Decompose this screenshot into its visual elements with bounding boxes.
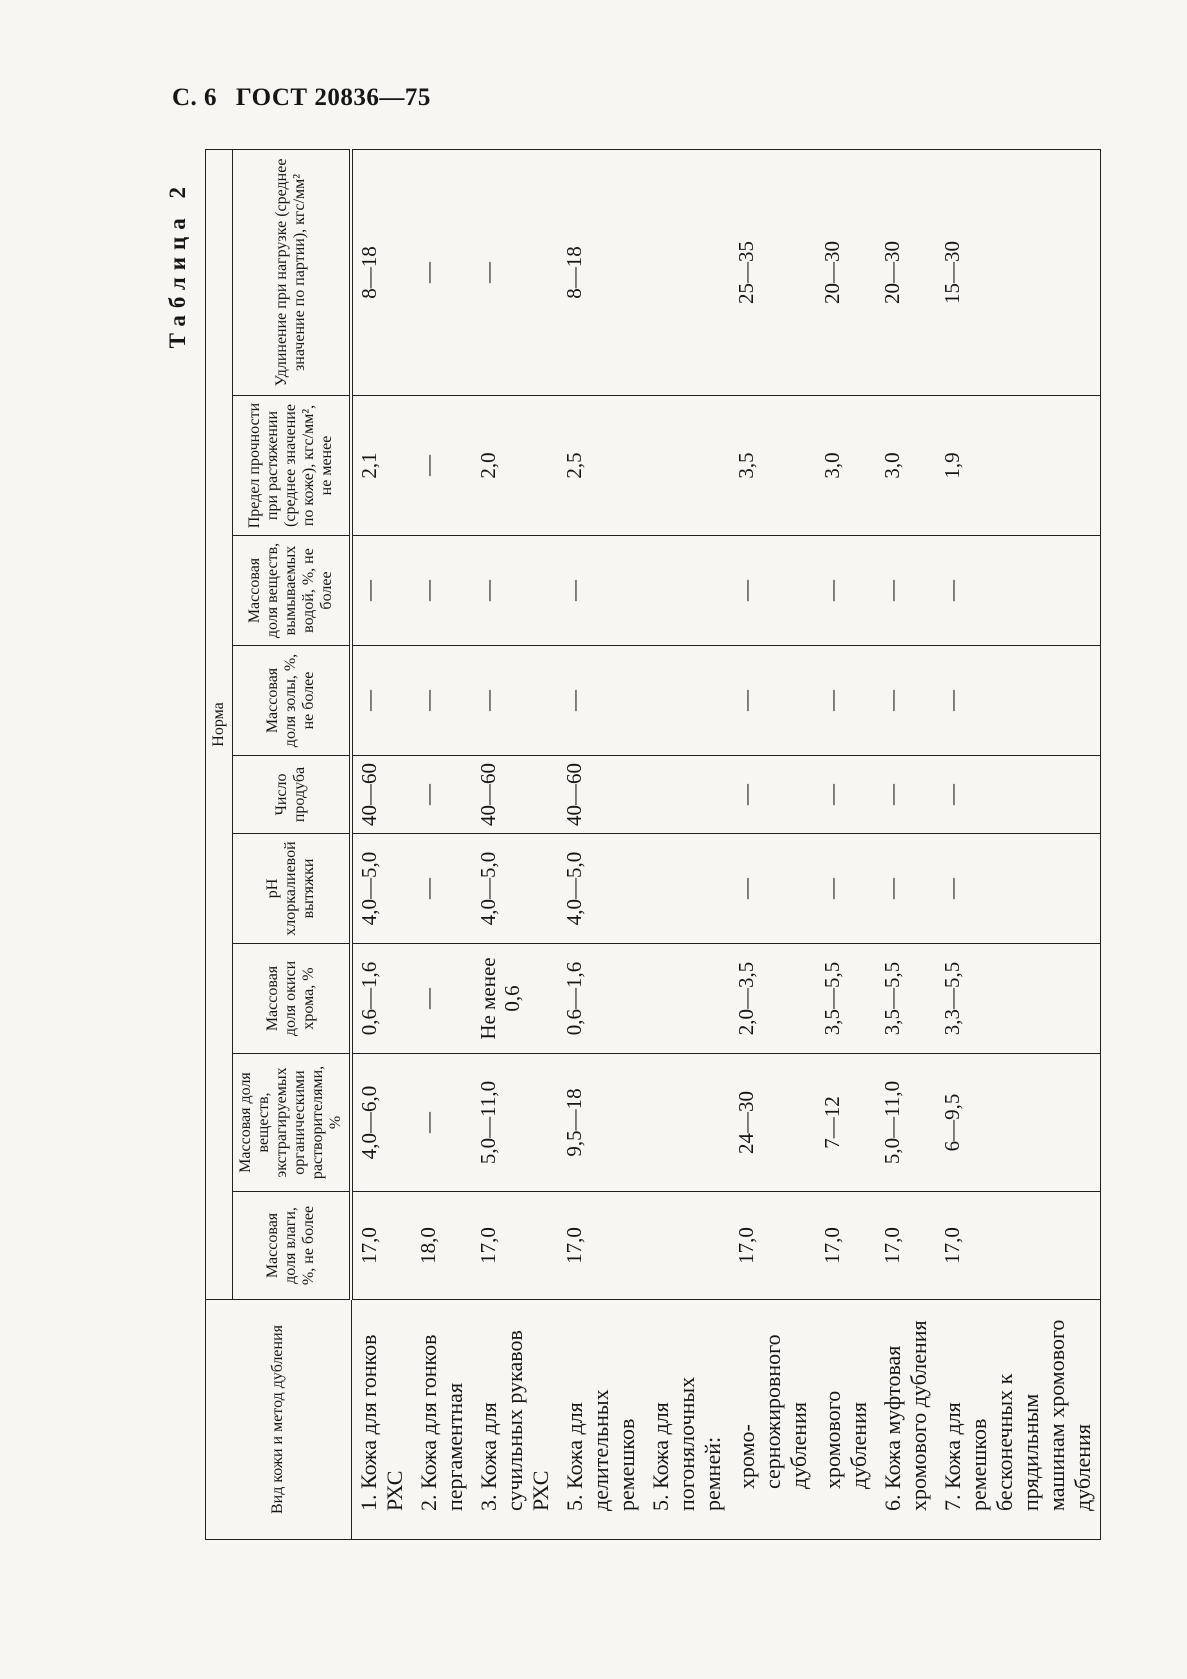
cell-value: [644, 536, 730, 646]
cell-value: 24—30: [730, 1054, 816, 1192]
cell-value: [644, 756, 730, 834]
cell-value: 40—60: [558, 756, 644, 834]
cell-value: —: [412, 1054, 472, 1192]
table-row: [816, 149, 876, 1539]
cell-value: —: [936, 834, 1101, 944]
cell-value: —: [730, 646, 816, 756]
table-row: [351, 149, 412, 1539]
cell-value: 2,0—3,5: [730, 944, 816, 1054]
cell-value: 20—30: [816, 149, 876, 395]
cell-value: —: [730, 834, 816, 944]
cell-value: —: [936, 756, 1101, 834]
cell-value: —: [816, 536, 876, 646]
rotated-table-sheet: [165, 150, 1115, 1540]
page-header: [172, 84, 443, 112]
table-row: [472, 149, 558, 1539]
norms-table: [205, 149, 1101, 1540]
cell-value: 8—18: [558, 149, 644, 395]
cell-value: 18,0: [412, 1192, 472, 1300]
cell-value: 2,5: [558, 396, 644, 536]
table-row: [412, 149, 472, 1539]
cell-value: [644, 149, 730, 395]
cell-value: 2,0: [472, 396, 558, 536]
cell-value: 3,5—5,5: [876, 944, 936, 1054]
table-row: [730, 149, 816, 1539]
col-header-chrome-oxide: Массовая доля окиси хрома, %: [233, 944, 352, 1054]
cell-value: —: [472, 149, 558, 395]
cell-value: [644, 1054, 730, 1192]
cell-value: 40—60: [472, 756, 558, 834]
cell-value: 3,3—5,5: [936, 944, 1101, 1054]
cell-value: 15—30: [936, 149, 1101, 395]
cell-value: [644, 396, 730, 536]
cell-kind: 5. Кожа для делительных ремешков: [558, 1300, 644, 1540]
cell-value: —: [472, 536, 558, 646]
col-header-tensile: Предел прочности при растяжении (среднее значение по коже), кгс/мм², не менее: [233, 396, 352, 536]
col-header-ash: Массовая доля золы, %, не более: [233, 646, 352, 756]
cell-value: —: [876, 834, 936, 944]
cell-value: 1,9: [936, 396, 1101, 536]
cell-value: 8—18: [351, 149, 412, 395]
cell-value: —: [558, 536, 644, 646]
cell-value: 17,0: [472, 1192, 558, 1300]
table-row: [558, 149, 644, 1539]
cell-value: 3,0: [876, 396, 936, 536]
cell-kind: хромового дубления: [816, 1300, 876, 1540]
cell-value: 4,0—6,0: [351, 1054, 412, 1192]
table-row: [644, 149, 730, 1539]
cell-value: 17,0: [351, 1192, 412, 1300]
cell-value: 0,6—1,6: [558, 944, 644, 1054]
cell-value: —: [472, 646, 558, 756]
cell-value: [644, 1192, 730, 1300]
cell-value: 3,5: [730, 396, 816, 536]
cell-value: 7—12: [816, 1054, 876, 1192]
cell-value: 5,0—11,0: [876, 1054, 936, 1192]
col-header-elongation: Удлинение при нагрузке (среднее значение по партии), кгс/мм²: [233, 149, 352, 395]
cell-value: —: [351, 536, 412, 646]
cell-value: 3,0: [816, 396, 876, 536]
cell-kind: 7. Кожа для ремешков бесконечных к прядильным машинам хромового дубления: [936, 1300, 1101, 1540]
cell-value: —: [936, 536, 1101, 646]
cell-value: 5,0—11,0: [472, 1054, 558, 1192]
table-row: [936, 149, 1101, 1539]
cell-value: 0,6—1,6: [351, 944, 412, 1054]
col-header-moisture: Массовая доля влаги, %, не более: [233, 1192, 352, 1300]
cell-value: 25—35: [730, 149, 816, 395]
cell-value: 17,0: [876, 1192, 936, 1300]
cell-value: 9,5—18: [558, 1054, 644, 1192]
cell-value: —: [876, 756, 936, 834]
cell-value: —: [730, 756, 816, 834]
col-header-ph: pH хлоркалиевой вытяжки: [233, 834, 352, 944]
cell-value: —: [876, 536, 936, 646]
cell-value: —: [936, 646, 1101, 756]
cell-value: 4,0—5,0: [558, 834, 644, 944]
cell-value: Не менее 0,6: [472, 944, 558, 1054]
table-row: [876, 149, 936, 1539]
cell-value: [644, 646, 730, 756]
cell-value: —: [412, 756, 472, 834]
cell-value: 17,0: [816, 1192, 876, 1300]
col-header-kind: Вид кожи и метод дубления: [206, 1300, 352, 1540]
cell-value: 17,0: [730, 1192, 816, 1300]
group-header-norm: Норма: [206, 149, 233, 1299]
cell-value: —: [558, 646, 644, 756]
cell-kind: 3. Кожа для сучильных рукавов РХС: [472, 1300, 558, 1540]
cell-value: —: [730, 536, 816, 646]
cell-kind: 2. Кожа для гонков пергаментная: [412, 1300, 472, 1540]
col-header-tanning-number: Число продуба: [233, 756, 352, 834]
cell-kind: хромо-серножировного дубления: [730, 1300, 816, 1540]
col-header-extract: Массовая доля веществ, экстрагируемых органическими растворителями, %: [233, 1054, 352, 1192]
cell-value: —: [816, 756, 876, 834]
cell-value: 4,0—5,0: [472, 834, 558, 944]
cell-kind: 6. Кожа муфтовая хромового дубления: [876, 1300, 936, 1540]
cell-value: 20—30: [876, 149, 936, 395]
cell-value: —: [412, 536, 472, 646]
cell-value: 2,1: [351, 396, 412, 536]
cell-value: [644, 834, 730, 944]
cell-value: 4,0—5,0: [351, 834, 412, 944]
cell-value: 3,5—5,5: [816, 944, 876, 1054]
cell-value: 17,0: [936, 1192, 1101, 1300]
cell-value: —: [816, 646, 876, 756]
table-title: Таблица 2: [165, 180, 190, 349]
cell-kind: 5. Кожа для погонялочных ремней:: [644, 1300, 730, 1540]
cell-value: —: [351, 646, 412, 756]
cell-value: —: [412, 396, 472, 536]
cell-value: —: [412, 834, 472, 944]
cell-value: 17,0: [558, 1192, 644, 1300]
cell-value: —: [412, 149, 472, 395]
cell-value: —: [412, 646, 472, 756]
col-header-water-soluble: Массовая доля веществ, вымываемых водой, %, не более: [233, 536, 352, 646]
cell-value: 6—9,5: [936, 1054, 1101, 1192]
cell-value: —: [816, 834, 876, 944]
cell-value: —: [412, 944, 472, 1054]
cell-value: 40—60: [351, 756, 412, 834]
cell-value: [644, 944, 730, 1054]
cell-kind: 1. Кожа для гонков РХС: [351, 1300, 412, 1540]
cell-value: —: [876, 646, 936, 756]
page-number: С. 6: [172, 84, 218, 111]
standard-id: ГОСТ 20836—75: [235, 84, 431, 111]
